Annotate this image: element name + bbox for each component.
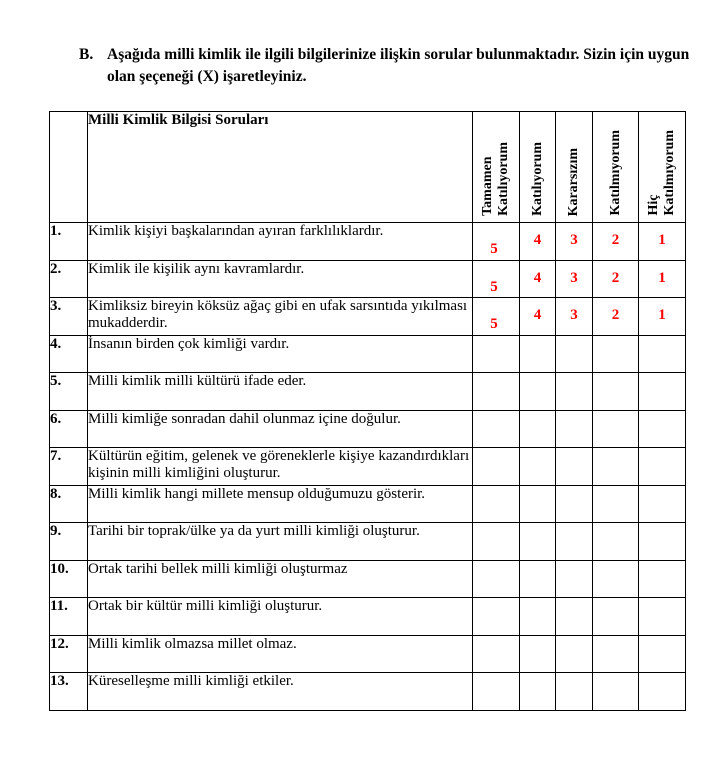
answer-cell-katilmiyorum[interactable]	[593, 410, 639, 448]
table-row	[50, 635, 686, 673]
question-number: 9.	[50, 523, 88, 561]
question-text: Milli kimlik milli kültürü ifade eder.	[88, 373, 473, 411]
table-row	[50, 523, 686, 561]
answer-cell-kararsizim[interactable]	[556, 598, 593, 636]
instructions-text: Aşağıda milli kimlik ile ilgili bilgilerinize ilişkin sorular bulunmaktadır. Sizin için uygun olan şeçeneği (X) işaretleyiniz.	[107, 46, 690, 85]
header-number-cell	[50, 112, 88, 223]
answer-cell-katiliyorum[interactable]	[520, 298, 556, 336]
question-number: 2.	[50, 260, 88, 298]
table-row	[50, 560, 686, 598]
score-value: 3	[570, 307, 578, 323]
answer-cell-hic-katilmiyorum[interactable]	[639, 373, 686, 411]
question-text: Milli kimlik hangi millete mensup olduğumuzu gösterir.	[88, 485, 473, 523]
question-text: İnsanın birden çok kimliği vardır.	[88, 335, 473, 373]
score-value: 2	[611, 307, 620, 323]
table-row	[50, 598, 686, 636]
answer-cell-kararsizim[interactable]	[556, 335, 593, 373]
answer-cell-hic-katilmiyorum[interactable]	[639, 448, 686, 486]
question-number: 11.	[50, 598, 88, 636]
table-row	[50, 410, 686, 448]
question-text: Milli kimliğe sonradan dahil olunmaz içine doğulur.	[88, 410, 473, 448]
answer-cell-hic-katilmiyorum[interactable]	[639, 598, 686, 636]
answer-cell-hic-katilmiyorum[interactable]	[639, 335, 686, 373]
header-kararsizim: Kararsızım	[556, 112, 593, 223]
score-value: 5	[490, 278, 498, 295]
score-value: 1	[658, 232, 666, 248]
question-number: 4.	[50, 335, 88, 373]
header-tamamen-katiliyorum: Tamamen Katılıyorum	[473, 112, 520, 223]
answer-cell-hic-katilmiyorum[interactable]	[639, 298, 686, 336]
answer-cell-tamamen-katiliyorum[interactable]	[473, 485, 520, 523]
answer-cell-kararsizim[interactable]	[556, 635, 593, 673]
table-row	[50, 485, 686, 523]
score-value: 3	[570, 269, 578, 286]
answer-cell-katiliyorum[interactable]	[520, 260, 556, 298]
answer-cell-kararsizim[interactable]	[556, 673, 593, 711]
answer-cell-kararsizim[interactable]	[556, 223, 593, 261]
question-number: 6.	[50, 410, 88, 448]
answer-cell-kararsizim[interactable]	[556, 523, 593, 561]
answer-cell-katiliyorum[interactable]	[520, 485, 556, 523]
answer-cell-hic-katilmiyorum[interactable]	[639, 673, 686, 711]
table-row	[50, 223, 686, 261]
answer-cell-katilmiyorum[interactable]	[593, 673, 639, 711]
answer-cell-katilmiyorum[interactable]	[593, 260, 639, 298]
score-value: 4	[533, 269, 542, 286]
answer-cell-hic-katilmiyorum[interactable]	[639, 410, 686, 448]
answer-cell-tamamen-katiliyorum[interactable]	[473, 410, 520, 448]
question-number: 12.	[50, 635, 88, 673]
table-row	[50, 448, 686, 486]
survey-table	[49, 111, 686, 711]
question-text: Kimliksiz bireyin köksüz ağaç gibi en ufak sarsıntıda yıkılması mukadderdir.	[88, 298, 473, 336]
answer-cell-katiliyorum[interactable]	[520, 598, 556, 636]
answer-cell-katilmiyorum[interactable]	[593, 448, 639, 486]
answer-cell-kararsizim[interactable]	[556, 298, 593, 336]
header-hic-katilmiyorum: Hiç Katılmıyorum	[639, 112, 686, 223]
answer-cell-katilmiyorum[interactable]	[593, 485, 639, 523]
score-value: 4	[533, 307, 542, 323]
score-value: 2	[611, 232, 620, 248]
answer-cell-tamamen-katiliyorum[interactable]	[473, 598, 520, 636]
table-row	[50, 335, 686, 373]
answer-cell-katiliyorum[interactable]	[520, 673, 556, 711]
question-number: 3.	[50, 298, 88, 336]
answer-cell-katiliyorum[interactable]	[520, 635, 556, 673]
answer-cell-katilmiyorum[interactable]	[593, 373, 639, 411]
question-number: 7.	[50, 448, 88, 486]
answer-cell-hic-katilmiyorum[interactable]	[639, 485, 686, 523]
score-value: 2	[611, 269, 620, 286]
answer-cell-tamamen-katiliyorum[interactable]	[473, 260, 520, 298]
answer-cell-kararsizim[interactable]	[556, 485, 593, 523]
answer-cell-kararsizim[interactable]	[556, 560, 593, 598]
answer-cell-hic-katilmiyorum[interactable]	[639, 223, 686, 261]
question-text: Ortak tarihi bellek milli kimliği oluşturmaz	[88, 560, 473, 598]
answer-cell-katiliyorum[interactable]	[520, 560, 556, 598]
answer-cell-hic-katilmiyorum[interactable]	[639, 260, 686, 298]
answer-cell-hic-katilmiyorum[interactable]	[639, 635, 686, 673]
question-text: Ortak bir kültür milli kimliği oluşturur.	[88, 598, 473, 636]
answer-cell-hic-katilmiyorum[interactable]	[639, 523, 686, 561]
answer-cell-tamamen-katiliyorum[interactable]	[473, 448, 520, 486]
answer-cell-katiliyorum[interactable]	[520, 335, 556, 373]
question-number: 5.	[50, 373, 88, 411]
answer-cell-katilmiyorum[interactable]	[593, 635, 639, 673]
answer-cell-katiliyorum[interactable]	[520, 523, 556, 561]
answer-cell-katiliyorum[interactable]	[520, 373, 556, 411]
table-title: Milli Kimlik Bilgisi Soruları	[88, 112, 473, 223]
table-row	[50, 673, 686, 711]
instructions	[79, 44, 699, 88]
answer-cell-katiliyorum[interactable]	[520, 410, 556, 448]
answer-cell-kararsizim[interactable]	[556, 260, 593, 298]
table-row	[50, 298, 686, 336]
answer-cell-tamamen-katiliyorum[interactable]	[473, 373, 520, 411]
section-label: B.	[79, 46, 94, 63]
answer-cell-kararsizim[interactable]	[556, 448, 593, 486]
question-text: Kimlik kişiyi başkalarından ayıran farklılıklardır.	[88, 223, 473, 261]
answer-cell-tamamen-katiliyorum[interactable]	[473, 223, 520, 261]
score-value: 5	[490, 241, 498, 257]
answer-cell-katilmiyorum[interactable]	[593, 298, 639, 336]
score-value: 1	[658, 269, 666, 286]
score-value: 1	[658, 307, 666, 323]
answer-cell-katilmiyorum[interactable]	[593, 523, 639, 561]
question-text: Küreselleşme milli kimliği etkiler.	[88, 673, 473, 711]
answer-cell-katilmiyorum[interactable]	[593, 223, 639, 261]
answer-cell-tamamen-katiliyorum[interactable]	[473, 560, 520, 598]
header-katilmiyorum: Katılmıyorum	[593, 112, 639, 223]
answer-cell-katilmiyorum[interactable]	[593, 598, 639, 636]
answer-cell-katilmiyorum[interactable]	[593, 560, 639, 598]
question-text: Kimlik ile kişilik aynı kavramlardır.	[88, 260, 473, 298]
answer-cell-hic-katilmiyorum[interactable]	[639, 560, 686, 598]
table-header-row	[50, 112, 686, 223]
answer-cell-katiliyorum[interactable]	[520, 448, 556, 486]
question-number: 10.	[50, 560, 88, 598]
question-text: Kültürün eğitim, gelenek ve göreneklerle kişiye kazandırdıkları kişinin milli kimliğini oluşturur.	[88, 448, 473, 486]
question-text: Tarihi bir toprak/ülke ya da yurt milli kimliği oluşturur.	[88, 523, 473, 561]
answer-cell-tamamen-katiliyorum[interactable]	[473, 298, 520, 336]
score-value: 5	[490, 316, 498, 332]
table-row	[50, 260, 686, 298]
answer-cell-kararsizim[interactable]	[556, 373, 593, 411]
answer-cell-tamamen-katiliyorum[interactable]	[473, 635, 520, 673]
answer-cell-katilmiyorum[interactable]	[593, 335, 639, 373]
header-katiliyorum: Katılıyorum	[520, 112, 556, 223]
answer-cell-katiliyorum[interactable]	[520, 223, 556, 261]
question-number: 13.	[50, 673, 88, 711]
answer-cell-tamamen-katiliyorum[interactable]	[473, 673, 520, 711]
table-row	[50, 373, 686, 411]
answer-cell-kararsizim[interactable]	[556, 410, 593, 448]
question-text: Milli kimlik olmazsa millet olmaz.	[88, 635, 473, 673]
answer-cell-tamamen-katiliyorum[interactable]	[473, 523, 520, 561]
question-number: 8.	[50, 485, 88, 523]
score-value: 3	[570, 232, 578, 248]
answer-cell-tamamen-katiliyorum[interactable]	[473, 335, 520, 373]
score-value: 4	[533, 232, 542, 248]
question-number: 1.	[50, 223, 88, 261]
